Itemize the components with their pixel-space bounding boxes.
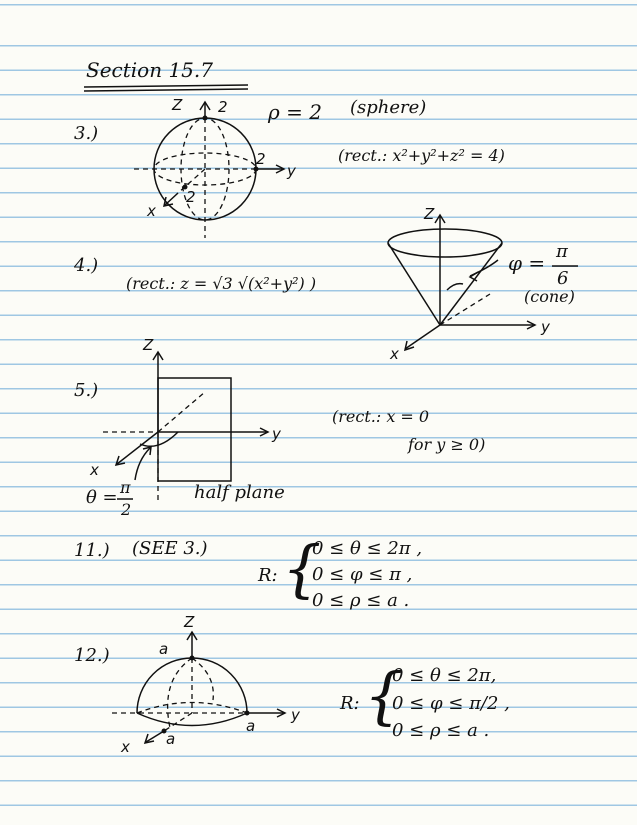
sphere-y-label: y	[287, 162, 296, 180]
cone-y-label: y	[541, 318, 550, 336]
problem-3-equation: ρ = 2	[268, 100, 322, 124]
theta-denominator: 2	[121, 500, 132, 519]
halfplane-y-label: y	[272, 425, 281, 443]
hemisphere-x-label: x	[121, 738, 130, 756]
problem-11-region-label: R:	[258, 565, 278, 586]
hemisphere-top-label: a	[159, 640, 169, 658]
phi-numerator: π	[556, 241, 568, 262]
problem-12-line-3: 0 ≤ ρ ≤ a .	[392, 720, 490, 741]
hemisphere-right-label: a	[246, 717, 256, 735]
problem-11-brace: {	[282, 532, 322, 605]
sphere-right-label: 2	[256, 150, 266, 168]
sphere-z-label: Z	[172, 96, 183, 114]
section-title: Section 15.7	[86, 58, 213, 82]
sphere-x-label: x	[147, 202, 156, 220]
hemisphere-front-label: a	[166, 730, 176, 748]
problem-5-number: 5.)	[74, 380, 99, 401]
problem-12-region-label: R:	[340, 693, 360, 714]
problem-12-brace: {	[364, 659, 404, 732]
problem-4-number: 4.)	[74, 255, 99, 276]
theta-label: θ =	[86, 487, 118, 508]
problem-11-line-2: 0 ≤ φ ≤ π ,	[312, 564, 413, 585]
halfplane-z-label: Z	[143, 336, 154, 354]
cone-z-label: Z	[424, 205, 435, 223]
problem-11-line-1: 0 ≤ θ ≤ 2π ,	[312, 538, 423, 559]
problem-3-shape: (sphere)	[350, 97, 427, 118]
problem-5-rect-line1: (rect.: x = 0	[332, 407, 430, 426]
problem-11-number: 11.)	[74, 540, 110, 561]
phi-label: φ =	[508, 251, 546, 275]
problem-3-number: 3.)	[74, 123, 99, 144]
problem-3-rect: (rect.: x²+y²+z² = 4)	[338, 146, 505, 165]
phi-denominator: 6	[557, 268, 569, 289]
cone-x-label: x	[390, 345, 399, 363]
problem-12-line-1: 0 ≤ θ ≤ 2π,	[392, 665, 497, 686]
sphere-origin-label: 2	[186, 188, 196, 206]
problem-4-shape: (cone)	[524, 287, 575, 306]
sphere-top-label: 2	[218, 98, 228, 116]
problem-12-number: 12.)	[74, 645, 110, 666]
hemisphere-z-label: Z	[184, 613, 195, 631]
halfplane-x-label: x	[90, 461, 99, 479]
problem-5-shape: half plane	[194, 482, 285, 503]
theta-numerator: π	[120, 478, 131, 497]
problem-11-see: (SEE 3.)	[132, 538, 208, 559]
problem-5-rect-line2: for y ≥ 0)	[408, 435, 486, 454]
hemisphere-y-label: y	[291, 706, 300, 724]
problem-11-line-3: 0 ≤ ρ ≤ a .	[312, 590, 410, 611]
problem-4-rect: (rect.: z = √3 √(x²+y²) )	[126, 274, 317, 293]
problem-12-line-2: 0 ≤ φ ≤ π/2 ,	[392, 693, 510, 714]
